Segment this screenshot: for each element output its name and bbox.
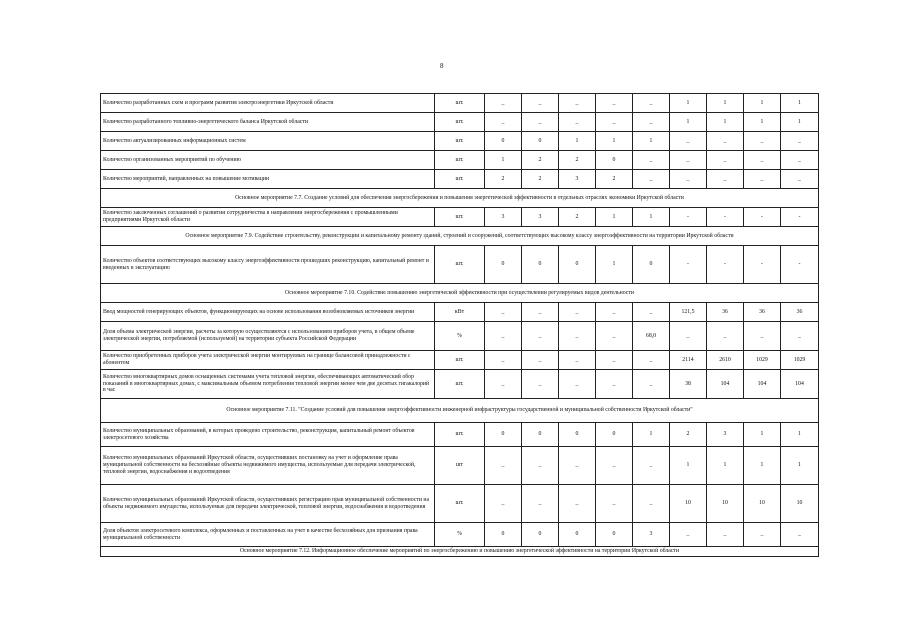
value-cell: 1 <box>633 208 670 227</box>
value-cell: _ <box>559 485 596 523</box>
table-row <box>101 151 819 170</box>
value-cell: 1029 <box>781 351 819 370</box>
value-cell: _ <box>485 322 522 351</box>
value-cell: 1029 <box>744 351 781 370</box>
indicators-table <box>100 93 819 557</box>
value-cell: - <box>781 246 819 284</box>
value-cell: 2 <box>559 151 596 170</box>
value-cell: _ <box>707 132 744 151</box>
value-cell: 121,5 <box>670 303 707 322</box>
value-cell: 1 <box>707 94 744 113</box>
value-cell: 1 <box>633 132 670 151</box>
value-cell: - <box>670 246 707 284</box>
indicator-name: Количество актуализированных информационных систем <box>101 132 435 151</box>
value-cell: _ <box>559 303 596 322</box>
value-cell: _ <box>596 94 633 113</box>
unit-cell: шт <box>435 447 485 485</box>
value-cell: _ <box>522 113 559 132</box>
section-row <box>101 189 819 208</box>
value-cell: 3 <box>633 523 670 547</box>
unit-cell: шт. <box>435 113 485 132</box>
value-cell: 0 <box>596 423 633 447</box>
value-cell: 36 <box>744 303 781 322</box>
indicator-name: Количество многоквартирных домов оснащенных системами учета тепловой энергии, обеспечивающих автоматический обор показаний в многоквартирных домах, с максимальным объемом потребления тепловой энергии менее чем две десятых гигакалорий в час <box>101 370 435 399</box>
value-cell: _ <box>744 523 781 547</box>
value-cell: _ <box>633 151 670 170</box>
value-cell: 1 <box>744 447 781 485</box>
value-cell: 10 <box>707 485 744 523</box>
value-cell: _ <box>522 322 559 351</box>
value-cell: _ <box>633 485 670 523</box>
value-cell: 0 <box>485 523 522 547</box>
value-cell: _ <box>485 370 522 399</box>
unit-cell: шт. <box>435 151 485 170</box>
value-cell: _ <box>633 351 670 370</box>
indicator-name: Количество заключенных соглашений о развитии сотрудничества в направлении энергосбережения с промышленными предприятиями Иркутской области <box>101 208 435 227</box>
value-cell: 1 <box>596 208 633 227</box>
value-cell: _ <box>707 523 744 547</box>
value-cell: _ <box>485 447 522 485</box>
section-row <box>101 399 819 423</box>
value-cell: - <box>707 246 744 284</box>
page-number: 8 <box>440 62 444 70</box>
indicator-name: Количество разработанного топливно-энергетического баланса Иркутской области <box>101 113 435 132</box>
value-cell: 1 <box>707 113 744 132</box>
indicator-name: Количество муниципальных образований, в которых проведено строительство, реконструкция, капитальный ремонт объектов электросетевого хозяйства <box>101 423 435 447</box>
value-cell: 0 <box>485 132 522 151</box>
value-cell: 1 <box>670 447 707 485</box>
value-cell: - <box>744 208 781 227</box>
value-cell: _ <box>781 132 819 151</box>
value-cell: _ <box>744 170 781 189</box>
value-cell: 0 <box>522 246 559 284</box>
value-cell: _ <box>485 351 522 370</box>
value-cell: _ <box>633 303 670 322</box>
unit-cell: % <box>435 322 485 351</box>
value-cell: 1 <box>559 132 596 151</box>
value-cell: 1 <box>744 94 781 113</box>
value-cell: 1 <box>596 132 633 151</box>
value-cell: 10 <box>781 485 819 523</box>
value-cell: _ <box>522 370 559 399</box>
value-cell: _ <box>485 485 522 523</box>
table-row <box>101 485 819 523</box>
table-row <box>101 370 819 399</box>
section-title: Основное мероприятие 7.12. Информационное обеспечение мероприятий по энергосбережению и повышению энергетической эффективности на территории Иркутской области <box>101 547 819 557</box>
indicator-name: Количество разработанных схем и программ развития электроэнергетики Иркутской области <box>101 94 435 113</box>
table-row <box>101 208 819 227</box>
value-cell: 0 <box>559 246 596 284</box>
value-cell: _ <box>485 303 522 322</box>
value-cell: 36 <box>707 303 744 322</box>
value-cell: _ <box>707 151 744 170</box>
value-cell: _ <box>670 151 707 170</box>
value-cell: 2114 <box>670 351 707 370</box>
value-cell: _ <box>670 132 707 151</box>
indicator-name: Доля объектов электросетевого комплекса, оформленных и поставленных на учет в качестве бесхозяйных для признания права муниципальной собственности <box>101 523 435 547</box>
value-cell: _ <box>596 113 633 132</box>
value-cell: 1 <box>744 423 781 447</box>
value-cell: _ <box>744 132 781 151</box>
value-cell: 1 <box>670 113 707 132</box>
value-cell: 0 <box>596 523 633 547</box>
indicator-name: Количество объектов соответствующих высокому классу энергоэффективности прошедших реконструкцию, капитальный ремонт и введенных в эксплуатацию <box>101 246 435 284</box>
value-cell: 68,0 <box>633 322 670 351</box>
unit-cell: шт. <box>435 423 485 447</box>
value-cell: 1 <box>485 151 522 170</box>
value-cell: 1 <box>781 113 819 132</box>
value-cell: _ <box>781 151 819 170</box>
value-cell: _ <box>559 351 596 370</box>
value-cell: 0 <box>485 246 522 284</box>
value-cell: _ <box>485 113 522 132</box>
value-cell: 2 <box>670 423 707 447</box>
unit-cell: шт. <box>435 485 485 523</box>
value-cell: 3 <box>707 423 744 447</box>
unit-cell: шт. <box>435 370 485 399</box>
table-row <box>101 113 819 132</box>
table-row <box>101 447 819 485</box>
value-cell: 104 <box>781 370 819 399</box>
value-cell: _ <box>485 94 522 113</box>
value-cell: _ <box>633 447 670 485</box>
value-cell: _ <box>559 113 596 132</box>
indicator-name: Количество организованных мероприятий по обучению <box>101 151 435 170</box>
value-cell: _ <box>522 351 559 370</box>
table-row <box>101 170 819 189</box>
value-cell: _ <box>596 322 633 351</box>
unit-cell: шт. <box>435 132 485 151</box>
table-row <box>101 94 819 113</box>
table-row <box>101 322 819 351</box>
unit-cell: шт. <box>435 94 485 113</box>
unit-cell: шт. <box>435 351 485 370</box>
value-cell: 2 <box>485 170 522 189</box>
section-title: Основное мероприятие 7.7. Создание условий для обеспечения энергосбережения и повышения энергетической эффективности в отдельных отраслях экономики Иркутской области <box>101 189 819 208</box>
value-cell: _ <box>670 322 707 351</box>
indicator-name: Ввод мощностей генерирующих объектов, функционирующих на основе использования возобновляемых источников энергии <box>101 303 435 322</box>
value-cell: - <box>707 208 744 227</box>
value-cell: _ <box>522 485 559 523</box>
table-row <box>101 423 819 447</box>
value-cell: _ <box>522 303 559 322</box>
unit-cell: кВт <box>435 303 485 322</box>
value-cell: 3 <box>559 170 596 189</box>
value-cell: _ <box>559 447 596 485</box>
value-cell: _ <box>781 170 819 189</box>
value-cell: 38 <box>670 370 707 399</box>
value-cell: - <box>744 246 781 284</box>
section-title: Основное мероприятие 7.9. Содействие строительству, реконструкции и капитальному ремонту зданий, строений и сооружений, соответствующих высокому классу энергоэффективности на территории Иркутской области <box>101 227 819 246</box>
value-cell: 36 <box>781 303 819 322</box>
section-row <box>101 227 819 246</box>
value-cell: 1 <box>596 246 633 284</box>
table-row <box>101 523 819 547</box>
value-cell: _ <box>559 322 596 351</box>
value-cell: _ <box>744 151 781 170</box>
value-cell: 0 <box>559 523 596 547</box>
value-cell: _ <box>670 523 707 547</box>
value-cell: _ <box>633 170 670 189</box>
value-cell: 10 <box>670 485 707 523</box>
indicator-name: Доля объема электрической энергии, расчеты за которую осуществляются с использованием приборов учета, в общем объеме электрической энергии, потребляемой (используемой) на территории субъекта Российской Федерации <box>101 322 435 351</box>
table-row <box>101 246 819 284</box>
value-cell: _ <box>559 370 596 399</box>
value-cell: 1 <box>781 94 819 113</box>
value-cell: 1 <box>670 94 707 113</box>
section-title: Основное мероприятие 7.10. Содействие повышению энергетической эффективности при осуществлении регулируемых видов деятельности <box>101 284 819 303</box>
value-cell: 10 <box>744 485 781 523</box>
indicator-name: Количество муниципальных образований Иркутской области, осуществивших постановку на учет и оформление права муниципальной собственности на бесхозяйные объекты недвижимого имущества, используемые для передачи электрической, тепловой энергии, водоснабжения и водоотведения <box>101 447 435 485</box>
value-cell: 0 <box>596 151 633 170</box>
value-cell: 2 <box>596 170 633 189</box>
value-cell: _ <box>781 322 819 351</box>
value-cell: 1 <box>781 447 819 485</box>
unit-cell: шт. <box>435 208 485 227</box>
value-cell: 0 <box>559 423 596 447</box>
section-row <box>101 547 819 557</box>
value-cell: 3 <box>485 208 522 227</box>
value-cell: _ <box>707 170 744 189</box>
section-row <box>101 284 819 303</box>
value-cell: _ <box>596 351 633 370</box>
unit-cell: шт. <box>435 170 485 189</box>
value-cell: - <box>670 208 707 227</box>
value-cell: 1 <box>781 423 819 447</box>
unit-cell: % <box>435 523 485 547</box>
value-cell: _ <box>522 447 559 485</box>
value-cell: _ <box>596 447 633 485</box>
indicator-name: Количество приобретенных приборов учета электрической энергии монтируемых на границе балансовой принадлежности с абонентом <box>101 351 435 370</box>
value-cell: 2 <box>522 151 559 170</box>
value-cell: 1 <box>744 113 781 132</box>
indicator-name: Количество муниципальных образований Иркутской области, осуществивших регистрацию прав муниципальной собственности на объекты недвижимого имущества, используемые для передачи электрической, тепловой энергии, водоснабжения и водоотведения <box>101 485 435 523</box>
value-cell: _ <box>596 370 633 399</box>
value-cell: _ <box>633 113 670 132</box>
value-cell: 0 <box>522 523 559 547</box>
value-cell: 2 <box>559 208 596 227</box>
value-cell: _ <box>559 94 596 113</box>
value-cell: 0 <box>522 132 559 151</box>
indicator-name: Количество мероприятий, направленных на повышение мотивации <box>101 170 435 189</box>
value-cell: _ <box>633 370 670 399</box>
value-cell: 104 <box>744 370 781 399</box>
value-cell: 1 <box>707 447 744 485</box>
value-cell: _ <box>744 322 781 351</box>
value-cell: _ <box>522 94 559 113</box>
value-cell: 0 <box>485 423 522 447</box>
value-cell: 1 <box>633 423 670 447</box>
section-title: Основное мероприятие 7.11. "Создание условий для повышения энергоэффективности инженерной инфраструктуры государственной и муниципальной собственности Иркутской области" <box>101 399 819 423</box>
value-cell: 104 <box>707 370 744 399</box>
table-row <box>101 351 819 370</box>
value-cell: _ <box>633 94 670 113</box>
value-cell: 2610 <box>707 351 744 370</box>
value-cell: - <box>781 208 819 227</box>
value-cell: _ <box>596 485 633 523</box>
value-cell: _ <box>707 322 744 351</box>
table-row <box>101 303 819 322</box>
value-cell: _ <box>670 170 707 189</box>
value-cell: 0 <box>522 423 559 447</box>
value-cell: _ <box>781 523 819 547</box>
value-cell: _ <box>596 303 633 322</box>
value-cell: 2 <box>522 170 559 189</box>
value-cell: 3 <box>522 208 559 227</box>
unit-cell: шт. <box>435 246 485 284</box>
value-cell: 0 <box>633 246 670 284</box>
table-row <box>101 132 819 151</box>
